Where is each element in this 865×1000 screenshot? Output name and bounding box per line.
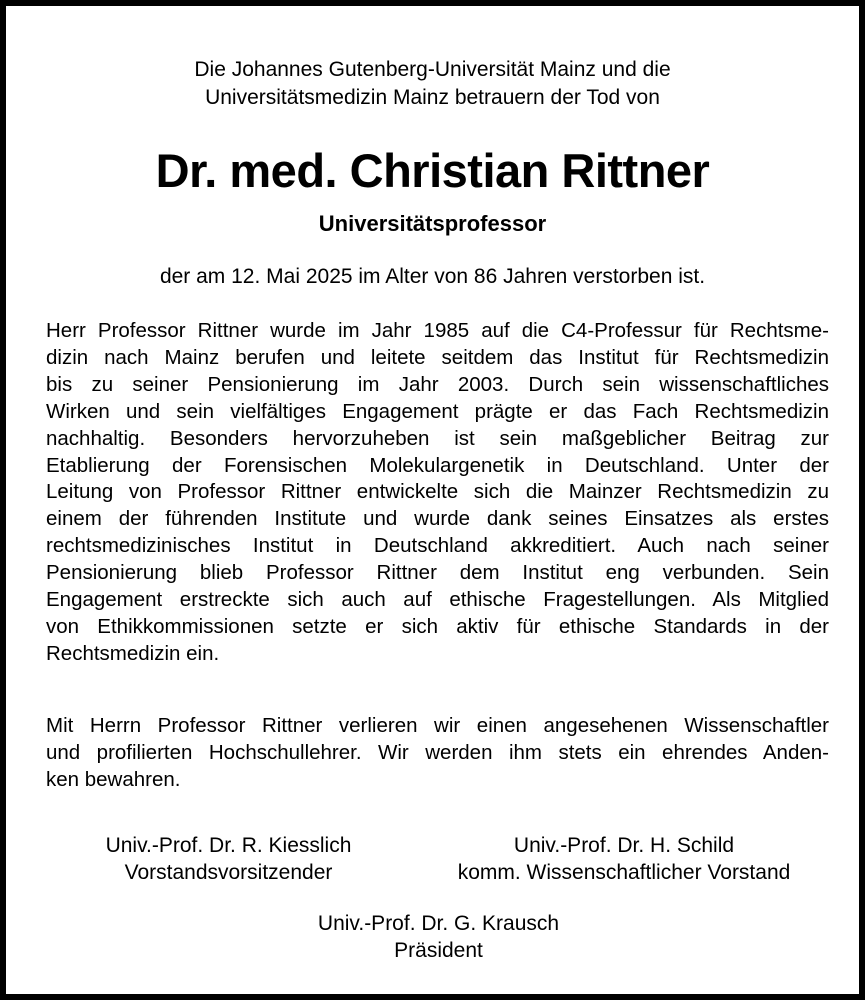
signature-name: Univ.-Prof. Dr. G. Krausch xyxy=(317,912,560,935)
body-line: einem der führenden Institute und wurde dank seines Einsatzes als erstes xyxy=(46,507,829,531)
signature-role: Präsident xyxy=(394,939,483,962)
signature-kiesslich xyxy=(66,832,391,886)
signature-name: Univ.-Prof. Dr. R. Kiesslich xyxy=(105,834,352,857)
body-paragraph-1 xyxy=(46,318,829,668)
body-line: bis zu seiner Pensionierung im Jahr 2003. Durch sein wissenschaftliches xyxy=(46,372,829,396)
body-line: Leitung von Professor Rittner entwickelte sich die Mainzer Rechtsmedizin zu xyxy=(46,480,829,504)
signature-krausch xyxy=(256,910,621,964)
body-line: Rechtsmedizin ein. xyxy=(46,641,220,665)
intro-line: Die Johannes Gutenberg-Universität Mainz und die xyxy=(194,58,671,81)
body-line: rechtsmedizinisches Institut in Deutschland akkreditiert. Auch nach seiner xyxy=(46,534,829,558)
body-line: Etablierung der Forensischen Molekulargenetik in Deutschland. Unter der xyxy=(46,453,829,477)
signature-role: komm. Wissenschaftlicher Vorstand xyxy=(457,861,791,884)
body-line: und profilierten Hochschullehrer. Wir werden ihm stets ein ehrendes Anden- xyxy=(46,740,829,764)
body-line: Herr Professor Rittner wurde im Jahr 1985 auf die C4-Professur für Rechtsme- xyxy=(46,319,829,342)
signature-name: Univ.-Prof. Dr. H. Schild xyxy=(513,834,735,857)
body-line: Mit Herrn Professor Rittner verlieren wir einen angesehenen Wissenschaftler xyxy=(46,714,829,737)
intro-text xyxy=(36,56,829,112)
body-paragraph-2 xyxy=(46,713,829,794)
signature-schild xyxy=(424,832,824,886)
death-note: der am 12. Mai 2025 im Alter von 86 Jahren verstorben ist. xyxy=(159,265,706,288)
body-line: ken bewahren. xyxy=(46,767,181,791)
intro-line: Universitätsmedizin Mainz betrauern der Tod von xyxy=(205,86,660,109)
body-line: nachhaltig. Besonders hervorzuheben ist sein maßgeblicher Beitrag zur xyxy=(46,426,829,450)
body-line: Wirken und sein vielfältiges Engagement prägte er das Fach Rechtsmedizin xyxy=(46,399,829,423)
deceased-name: Dr. med. Christian Rittner xyxy=(155,144,710,197)
body-line: Pensionierung blieb Professor Rittner dem Institut eng verbunden. Sein xyxy=(46,561,829,585)
deceased-title: Universitätsprofessor xyxy=(318,211,547,236)
signature-role: Vorstandsvorsitzender xyxy=(124,861,333,884)
body-line: von Ethikkommissionen setzte er sich aktiv für ethische Standards in der xyxy=(46,614,829,638)
body-line: Engagement erstreckte sich auch auf ethische Fragestellungen. Als Mitglied xyxy=(46,588,829,612)
body-line: dizin nach Mainz berufen und leitete seitdem das Institut für Rechtsmedizin xyxy=(46,345,829,369)
